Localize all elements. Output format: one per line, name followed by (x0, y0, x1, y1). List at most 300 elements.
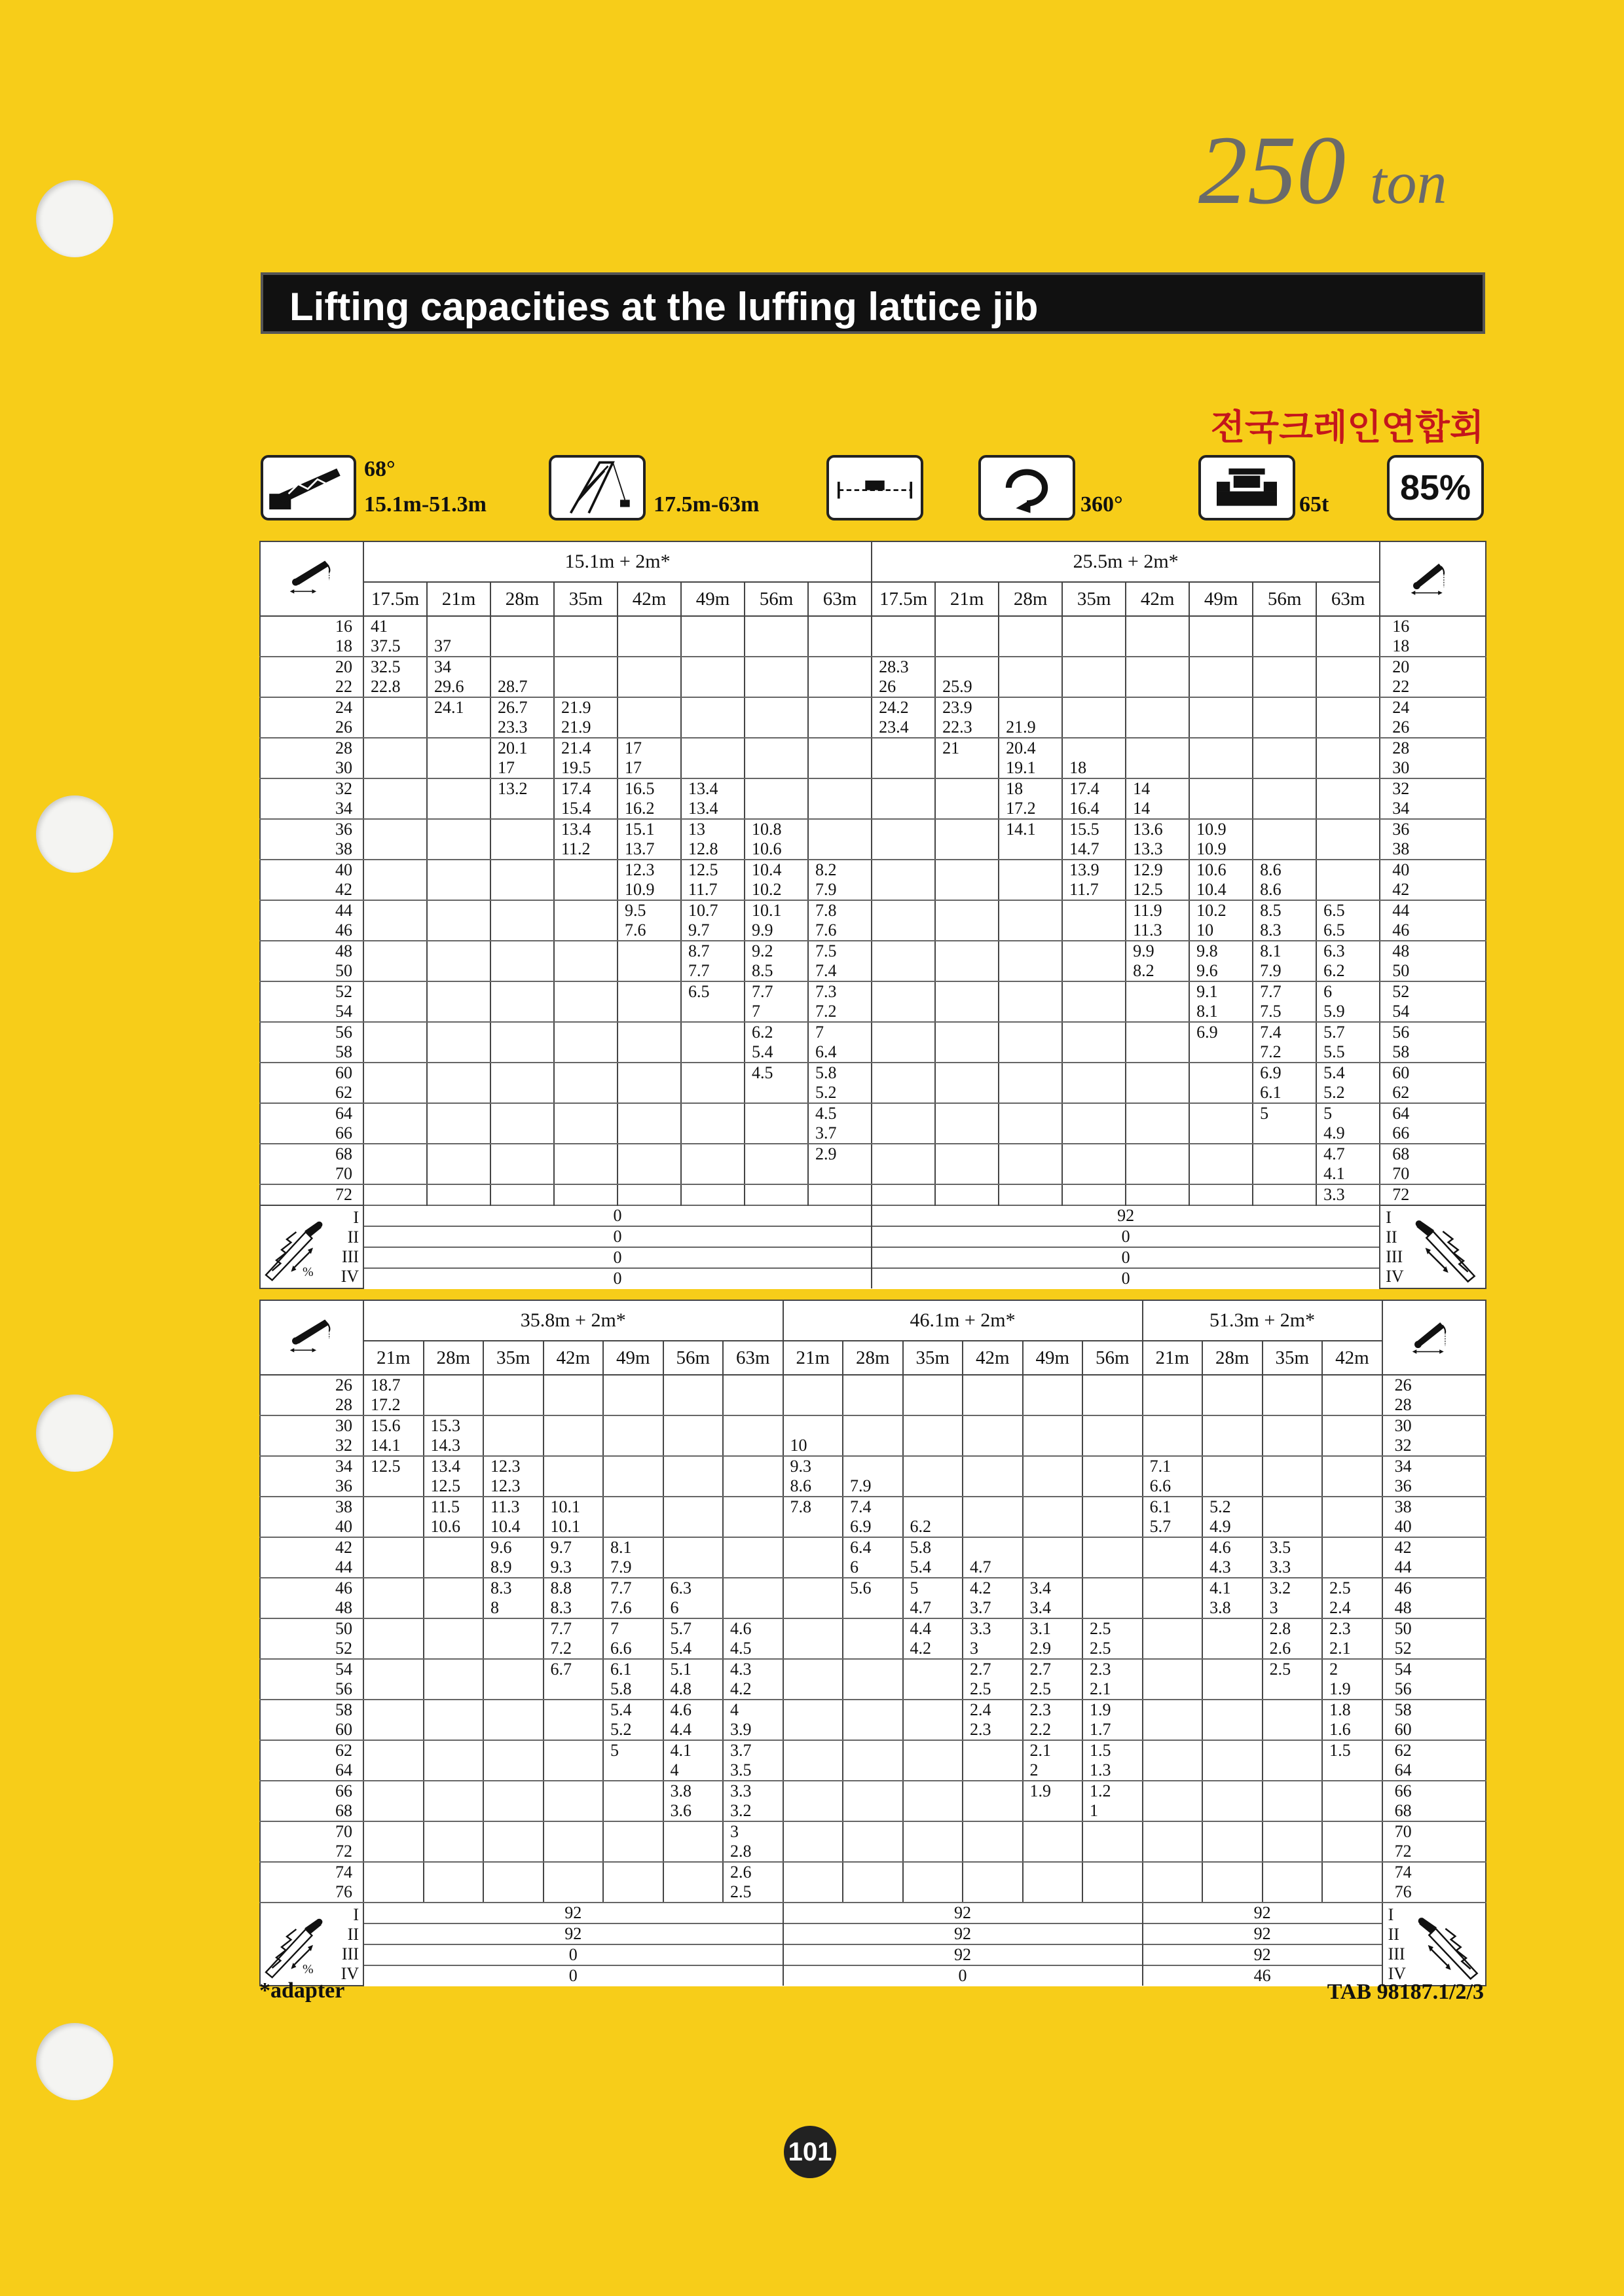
radius-cell-right: 36 (1380, 819, 1486, 839)
capacity-cell: 1.2 (1082, 1781, 1143, 1801)
capacity-cell: 6.9 (1253, 1063, 1316, 1083)
capacity-cell (363, 1144, 427, 1164)
label-IV-right: IV (1388, 1963, 1407, 1983)
capacity-cell (963, 1801, 1023, 1821)
capacity-cell: 5.4 (663, 1639, 724, 1659)
capacity-cell: 5.8 (808, 1063, 872, 1083)
capacity-cell (424, 1720, 484, 1740)
capacity-cell (1126, 758, 1189, 778)
capacity-cell (554, 657, 618, 677)
jib-length-cell: 42m (544, 1341, 604, 1375)
table-row (260, 860, 1486, 880)
capacity-cell (1023, 1801, 1083, 1821)
capacity-cell: 21.4 (554, 738, 618, 758)
radius-cell-right: 22 (1380, 677, 1486, 697)
capacity-cell: 13.4 (554, 819, 618, 839)
jib-length-cell: 21m (935, 582, 999, 616)
radius-cell: 72 (260, 1842, 363, 1862)
capacity-cell (1143, 1740, 1203, 1760)
capacity-cell (603, 1375, 663, 1395)
capacity-cell (1263, 1720, 1323, 1740)
capacity-cell (935, 1063, 999, 1083)
capacity-cell (544, 1720, 604, 1740)
capacity-cell (618, 1083, 681, 1103)
capacity-cell (783, 1679, 843, 1700)
capacity-cell: 14 (1126, 778, 1189, 799)
capacity-cell: 17 (618, 738, 681, 758)
capacity-cell: 4.3 (723, 1659, 783, 1679)
capacity-cell (843, 1375, 903, 1395)
table-row (260, 1700, 1486, 1720)
capacity-cell: 21.9 (554, 697, 618, 718)
capacity-cell (363, 1700, 424, 1720)
capacity-cell: 2.6 (723, 1862, 783, 1882)
radius-cell-right: 52 (1380, 981, 1486, 1002)
capacity-cell: 10.6 (745, 839, 808, 860)
capacity-cell: 8.5 (1253, 900, 1316, 920)
capacity-cell (903, 1415, 963, 1436)
capacity-cell (1189, 758, 1253, 778)
table-row (260, 1578, 1486, 1598)
capacity-cell: 3.3 (1263, 1558, 1323, 1578)
capacity-cell (663, 1476, 724, 1497)
capacity-cell: 6.2 (745, 1022, 808, 1042)
capacity-cell (363, 1517, 424, 1537)
capacity-cell: 9.7 (681, 920, 745, 941)
capacity-table-2 (259, 1300, 1486, 1986)
capacity-cell (903, 1659, 963, 1679)
capacity-cell: 1.3 (1082, 1760, 1143, 1781)
capacity-cell: 2.8 (1263, 1618, 1323, 1639)
capacity-cell (1263, 1456, 1323, 1476)
radius-cell-right: 26 (1380, 718, 1486, 738)
capacity-cell: 5 (1316, 1103, 1380, 1123)
capacity-cell (1316, 880, 1380, 900)
capacity-cell (1263, 1781, 1323, 1801)
label-II-right: II (1388, 1924, 1399, 1944)
capacity-cell (843, 1598, 903, 1618)
capacity-cell (1316, 636, 1380, 657)
capacity-cell (483, 1882, 544, 1903)
capacity-cell: 1 (1082, 1801, 1143, 1821)
capacity-cell: 7.8 (783, 1497, 843, 1517)
capacity-cell (843, 1700, 903, 1720)
capacity-cell (1202, 1801, 1263, 1821)
radius-cell-right: 18 (1380, 636, 1486, 657)
capacity-cell (618, 636, 681, 657)
capacity-cell (1322, 1395, 1382, 1415)
capacity-cell: 4.7 (903, 1598, 963, 1618)
radius-cell: 52 (260, 981, 363, 1002)
capacity-cell (681, 1144, 745, 1164)
capacity-cell (1126, 677, 1189, 697)
capacity-cell (681, 1083, 745, 1103)
capacity-cell (1322, 1476, 1382, 1497)
capacity-cell: 15.4 (554, 799, 618, 819)
jib-length-cell: 28m (490, 582, 554, 616)
capacity-cell (963, 1395, 1023, 1415)
capacity-cell: 6.2 (1316, 961, 1380, 981)
table-row (260, 1375, 1486, 1395)
radius-cell-right: 38 (1380, 839, 1486, 860)
capacity-cell (603, 1821, 663, 1842)
capacity-cell (427, 1184, 490, 1205)
capacity-cell (903, 1801, 963, 1821)
radius-cell-right: 54 (1380, 1002, 1486, 1022)
radius-cell: 20 (260, 657, 363, 677)
capacity-cell (1023, 1375, 1083, 1395)
jib-length-cell: 21m (783, 1341, 843, 1375)
table-row (260, 636, 1486, 657)
jib-length-cell: 17.5m (363, 582, 427, 616)
radius-cell-right: 56 (1380, 1022, 1486, 1042)
capacity-cell (963, 1862, 1023, 1882)
capacity-cell (963, 1415, 1023, 1436)
jib-length-cell: 28m (843, 1341, 903, 1375)
capacity-cell: 13.6 (1126, 819, 1189, 839)
capacity-cell: 4.1 (663, 1740, 724, 1760)
radius-cell: 62 (260, 1083, 363, 1103)
capacity-cell (1126, 1002, 1189, 1022)
capacity-cell (1143, 1842, 1203, 1862)
capacity-cell (935, 657, 999, 677)
capacity-cell: 6.1 (1253, 1083, 1316, 1103)
capacity-cell (1322, 1821, 1382, 1842)
capacity-cell: 24.2 (872, 697, 935, 718)
capacity-cell (999, 839, 1062, 860)
capacity-cell (483, 1760, 544, 1781)
capacity-cell (363, 1184, 427, 1205)
capacity-cell (603, 1456, 663, 1476)
capacity-cell: 3.3 (963, 1618, 1023, 1639)
capacity-cell (1189, 697, 1253, 718)
capacity-cell (872, 860, 935, 880)
capacity-cell (1316, 860, 1380, 880)
capacity-cell: 2.4 (1322, 1598, 1382, 1618)
capacity-cell (843, 1842, 903, 1862)
capacity-cell: 20.4 (999, 738, 1062, 758)
capacity-cell (1126, 1042, 1189, 1063)
capacity-cell (618, 1002, 681, 1022)
capacity-cell: 6 (1316, 981, 1380, 1002)
capacity-cell: 7.6 (618, 920, 681, 941)
capacity-cell: 6.6 (1143, 1476, 1203, 1497)
capacity-cell (1143, 1558, 1203, 1578)
telescoping-percent: 92 (1143, 1944, 1382, 1965)
radius-cell: 16 (260, 616, 363, 636)
capacity-cell (723, 1415, 783, 1436)
capacity-cell (843, 1456, 903, 1476)
capacity-cell (483, 1395, 544, 1415)
capacity-cell: 17.4 (554, 778, 618, 799)
capacity-cell: 6 (663, 1598, 724, 1618)
crane-radius-icon (260, 1300, 363, 1375)
radius-cell: 32 (260, 778, 363, 799)
radius-cell-right: 48 (1380, 941, 1486, 961)
capacity-cell (963, 1760, 1023, 1781)
table-row (260, 1456, 1486, 1476)
capacity-cell (872, 819, 935, 839)
capacity-cell (1023, 1476, 1083, 1497)
capacity-cell: 12.5 (1126, 880, 1189, 900)
label-I-right: I (1386, 1207, 1392, 1227)
jib-length-cell: 56m (1082, 1341, 1143, 1375)
capacity-cell (1023, 1842, 1083, 1862)
capacity-cell: 5.6 (843, 1578, 903, 1598)
capacity-cell (1263, 1395, 1323, 1415)
capacity-cell: 11.5 (424, 1497, 484, 1517)
lattice-jib-icon (549, 455, 646, 520)
capacity-cell (1322, 1436, 1382, 1456)
capacity-cell (745, 1103, 808, 1123)
table-row (260, 799, 1486, 819)
capacity-cell (935, 636, 999, 657)
capacity-cell: 7.7 (745, 981, 808, 1002)
capacity-cell (1202, 1842, 1263, 1862)
capacity-cell (999, 1083, 1062, 1103)
capacity-cell (483, 1801, 544, 1821)
capacity-cell (1062, 697, 1126, 718)
capacity-cell: 13.3 (1126, 839, 1189, 860)
radius-cell: 34 (260, 799, 363, 819)
capacity-cell (935, 961, 999, 981)
capacity-cell: 12.3 (618, 860, 681, 880)
capacity-cell (999, 961, 1062, 981)
capacity-cell (745, 1123, 808, 1144)
capacity-cell: 12.8 (681, 839, 745, 860)
radius-cell-right: 42 (1382, 1537, 1486, 1558)
telescoping-percent: 92 (1143, 1903, 1382, 1923)
capacity-cell (808, 738, 872, 758)
capacity-cell (1062, 1002, 1126, 1022)
telescoping-icon (260, 1205, 363, 1288)
capacity-cell (490, 799, 554, 819)
radius-cell-right: 68 (1382, 1801, 1486, 1821)
radius-cell: 30 (260, 1415, 363, 1436)
capacity-cell (1202, 1862, 1263, 1882)
capacity-cell: 15.5 (1062, 819, 1126, 839)
table-row (260, 1618, 1486, 1639)
capacity-cell (1126, 616, 1189, 636)
capacity-cell (1062, 1144, 1126, 1164)
capacity-cell (1316, 799, 1380, 819)
capacity-cell: 7.7 (603, 1578, 663, 1598)
capacity-cell (363, 1063, 427, 1083)
capacity-cell: 7.9 (1253, 961, 1316, 981)
boom-angle-icon (261, 455, 356, 520)
label-I: I (353, 1904, 359, 1924)
capacity-cell: 5 (603, 1740, 663, 1760)
table-row (260, 697, 1486, 718)
capacity-cell (363, 981, 427, 1002)
capacity-cell (663, 1456, 724, 1476)
table-row (260, 1659, 1486, 1679)
crane-radius-icon-right (1382, 1300, 1486, 1375)
capacity-cell (554, 1164, 618, 1184)
capacity-cell: 8.1 (603, 1537, 663, 1558)
title-bar (261, 272, 1485, 334)
telescoping-percent: 0 (363, 1247, 872, 1268)
adapter-footnote: *adapter (259, 1978, 345, 2003)
capacity-cell: 11.9 (1126, 900, 1189, 920)
table-row (260, 961, 1486, 981)
capacity-cell (663, 1497, 724, 1517)
percent-label: % (303, 1962, 314, 1977)
capacity-cell: 8.1 (1189, 1002, 1253, 1022)
capacity-cell (603, 1517, 663, 1537)
capacity-cell (424, 1537, 484, 1558)
capacity-cell (723, 1375, 783, 1395)
capacity-cell: 18 (1062, 758, 1126, 778)
capacity-cell: 4.2 (723, 1679, 783, 1700)
capacity-cell (1143, 1415, 1203, 1436)
capacity-cell: 8.6 (1253, 860, 1316, 880)
radius-cell-right: 70 (1382, 1821, 1486, 1842)
capacity-cell (1322, 1842, 1382, 1862)
capacity-cell (872, 1103, 935, 1123)
table-row (260, 1002, 1486, 1022)
capacity-cell (1082, 1456, 1143, 1476)
capacity-cell (1023, 1821, 1083, 1842)
group-header: 25.5m + 2m* (872, 541, 1380, 582)
telescoping-row (260, 1965, 1486, 1986)
capacity-cell (603, 1882, 663, 1903)
capacity-cell: 10.4 (1189, 880, 1253, 900)
table-row (260, 1144, 1486, 1164)
capacity-cell (843, 1781, 903, 1801)
capacity-cell (483, 1639, 544, 1659)
capacity-cell (363, 799, 427, 819)
jib-length-cell: 17.5m (872, 582, 935, 616)
capacity-cell (363, 1598, 424, 1618)
capacity-cell (554, 981, 618, 1002)
radius-cell-right: 50 (1380, 961, 1486, 981)
capacity-cell: 6.3 (663, 1578, 724, 1598)
capacity-cell (999, 1063, 1062, 1083)
radius-cell: 18 (260, 636, 363, 657)
capacity-cell (872, 1042, 935, 1063)
radius-cell: 22 (260, 677, 363, 697)
capacity-cell (1143, 1821, 1203, 1842)
capacity-cell (490, 819, 554, 839)
capacity-cell (1202, 1760, 1263, 1781)
boom-length-range: 15.1m-51.3m (364, 492, 487, 517)
capacity-cell (935, 1164, 999, 1184)
capacity-cell (1082, 1415, 1143, 1436)
capacity-cell (1263, 1679, 1323, 1700)
capacity-cell (1082, 1476, 1143, 1497)
capacity-cell (783, 1598, 843, 1618)
radius-cell-right: 64 (1382, 1760, 1486, 1781)
capacity-cell (843, 1760, 903, 1781)
capacity-cell (363, 1476, 424, 1497)
capacity-cell (663, 1882, 724, 1903)
capacity-cell: 8.2 (1126, 961, 1189, 981)
capacity-cell (935, 920, 999, 941)
table-row (260, 1042, 1486, 1063)
capacity-cell: 13.7 (618, 839, 681, 860)
jib-length-cell: 63m (723, 1341, 783, 1375)
capacity-cell: 6.7 (544, 1659, 604, 1679)
capacity-cell (745, 738, 808, 758)
capacity-cell: 1.9 (1322, 1679, 1382, 1700)
label-IV: IV (341, 1963, 359, 1983)
capacity-cell (363, 1537, 424, 1558)
jib-length-cell: 35m (1263, 1341, 1323, 1375)
capacity-cell: 14.1 (999, 819, 1062, 839)
capacity-cell: 15.6 (363, 1415, 424, 1436)
table-row (260, 1882, 1486, 1903)
capacity-cell (1316, 677, 1380, 697)
capacity-cell: 12.5 (424, 1476, 484, 1497)
capacity-cell (427, 819, 490, 839)
capacity-cell (783, 1842, 843, 1862)
capacity-cell (1023, 1395, 1083, 1415)
capacity-cell: 4 (663, 1760, 724, 1781)
capacity-cell (963, 1517, 1023, 1537)
table-row (260, 1862, 1486, 1882)
capacity-cell: 8.8 (544, 1578, 604, 1598)
capacity-cell: 4.7 (963, 1558, 1023, 1578)
capacity-cell (363, 961, 427, 981)
table-row (260, 1063, 1486, 1083)
radius-cell-right: 30 (1382, 1415, 1486, 1436)
capacity-cell: 4.9 (1202, 1517, 1263, 1537)
counterweight-icon (1198, 455, 1295, 520)
capacity-cell: 7.7 (544, 1618, 604, 1639)
capacity-cell (783, 1415, 843, 1436)
capacity-cell (745, 1083, 808, 1103)
capacity-cell (1189, 657, 1253, 677)
capacity-cell: 16.4 (1062, 799, 1126, 819)
radius-cell-right: 72 (1382, 1842, 1486, 1862)
capacity-cell (1316, 718, 1380, 738)
capacity-cell: 6 (843, 1558, 903, 1578)
capacity-cell (554, 677, 618, 697)
capacity-cell: 16.2 (618, 799, 681, 819)
jib-length-cell: 49m (1189, 582, 1253, 616)
capacity-cell (363, 1022, 427, 1042)
capacity-cell (363, 1578, 424, 1598)
capacity-cell: 6.6 (603, 1639, 663, 1659)
capacity-cell: 2.5 (1023, 1679, 1083, 1700)
capacity-cell (1263, 1700, 1323, 1720)
capacity-cell (963, 1537, 1023, 1558)
capacity-cell: 7.9 (808, 880, 872, 900)
capacity-cell (554, 961, 618, 981)
radius-cell-right: 76 (1382, 1882, 1486, 1903)
capacity-cell (427, 981, 490, 1002)
capacity-cell (745, 616, 808, 636)
capacity-cell (544, 1821, 604, 1842)
capacity-cell: 4.2 (963, 1578, 1023, 1598)
capacity-cell: 5.4 (1316, 1063, 1380, 1083)
capacity-cell (872, 636, 935, 657)
label-II-right: II (1386, 1227, 1397, 1247)
jib-length-cell: 28m (424, 1341, 484, 1375)
capacity-cell: 8.3 (483, 1578, 544, 1598)
capacity-cell: 7.7 (1253, 981, 1316, 1002)
capacity-cell (1082, 1598, 1143, 1618)
capacity-cell (663, 1415, 724, 1436)
capacity-cell (783, 1578, 843, 1598)
table-row (260, 1476, 1486, 1497)
capacity-cell: 2.4 (963, 1700, 1023, 1720)
capacity-cell (999, 1042, 1062, 1063)
binder-hole-1 (36, 180, 113, 257)
capacity-cell (663, 1842, 724, 1862)
capacity-cell (963, 1497, 1023, 1517)
